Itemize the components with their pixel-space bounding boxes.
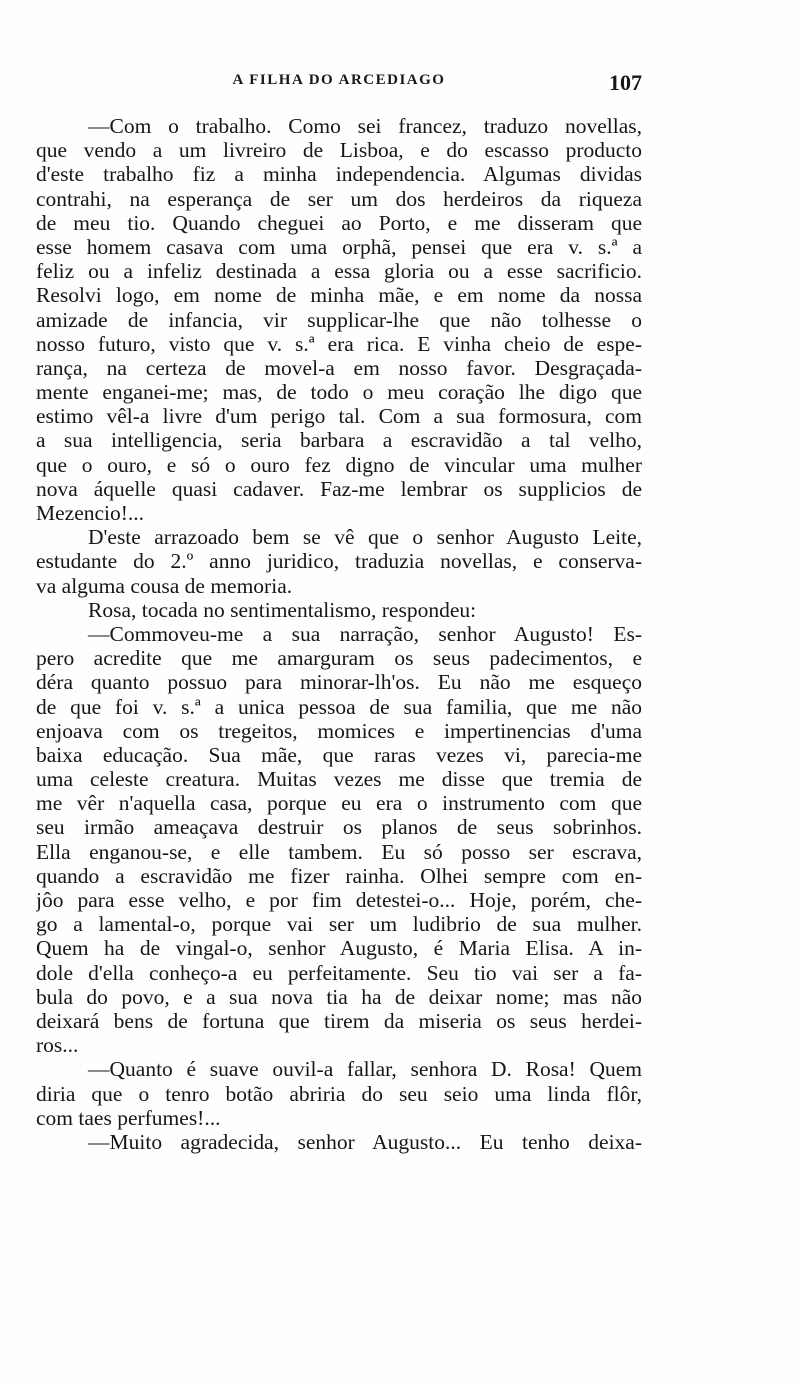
text-line: que o ouro, e só o ouro fez digno de vincular uma mulher xyxy=(36,452,642,477)
text-line: a sua intelligencia, seria barbara a escravidão a tal velho, xyxy=(36,428,642,453)
text-line: feliz ou a infeliz destinada a essa gloria ou a esse sacrificio. xyxy=(36,259,642,284)
text-line: baixa educação. Sua mãe, que raras vezes vi, parecia-me xyxy=(36,742,642,767)
page-number: 107 xyxy=(609,70,642,95)
text-line: Resolvi logo, em nome de minha mãe, e em nome da nossa xyxy=(36,283,642,308)
text-line: —Com o trabalho. Como sei francez, traduzo novellas, xyxy=(88,114,642,138)
text-line: estimo vêl-a livre d'um perigo tal. Com a sua formosura, com xyxy=(36,404,642,429)
text-line: Ella enganou-se, e elle tambem. Eu só posso ser escrava, xyxy=(36,839,642,864)
text-line: amizade de infancia, vir supplicar-lhe que não tolhesse o xyxy=(36,307,642,332)
text-line: deixará bens de fortuna que tirem da miseria os seus herdei- xyxy=(36,1008,642,1033)
text-line: seu irmão ameaçava destruir os planos de seus sobrinhos. xyxy=(36,815,642,840)
running-header xyxy=(36,70,642,96)
text-line: enjoava com os tregeitos, momices e impertinencias d'uma xyxy=(36,718,642,743)
text-line: D'este arrazoado bem se vê que o senhor Augusto Leite, xyxy=(88,525,642,550)
text-line: diria que o tenro botão abriria do seu seio uma linda flôr, xyxy=(36,1081,642,1106)
text-line: mente enganei-me; mas, de todo o meu coração lhe digo que xyxy=(36,380,642,405)
running-title: A FILHA DO ARCEDIAGO xyxy=(232,72,446,88)
body-text xyxy=(36,114,642,1154)
text-line: esse homem casava com uma orphã, pensei que era v. s.ª a xyxy=(36,234,642,259)
text-line: ros... xyxy=(36,1033,79,1058)
text-line: dole d'ella conheço-a eu perfeitamente. Seu tio vai ser a fa- xyxy=(36,960,642,985)
text-line: —Quanto é suave ouvil-a fallar, senhora D. Rosa! Quem xyxy=(88,1057,642,1082)
text-line: contrahi, na esperança de ser um dos herdeiros da riqueza xyxy=(36,186,642,211)
text-line: uma celeste creatura. Muitas vezes me disse que tremia de xyxy=(36,767,642,792)
text-line: que vendo a um livreiro de Lisboa, e do escasso producto xyxy=(36,138,642,163)
text-line: nova áquelle quasi cadaver. Faz-me lembrar os supplicios de xyxy=(36,476,642,501)
text-line: estudante do 2.º anno juridico, traduzia novellas, e conserva- xyxy=(36,549,642,574)
text-line: quando a escravidão me fizer rainha. Olhei sempre com en- xyxy=(36,863,642,888)
text-line: déra quanto possuo para minorar-lh'os. Eu não me esqueço xyxy=(36,670,642,695)
text-line: —Commoveu-me a sua narração, senhor Augusto! Es- xyxy=(88,621,642,646)
text-line: rança, na certeza de movel-a em nosso favor. Desgraçada- xyxy=(36,355,642,380)
text-line: nosso futuro, visto que v. s.ª era rica. E vinha cheio de espe- xyxy=(36,331,642,356)
text-line: Rosa, tocada no sentimentalismo, respondeu: xyxy=(88,597,477,622)
text-line: pero acredite que me amarguram os seus padecimentos, e xyxy=(36,646,642,671)
text-line: va alguma cousa de memoria. xyxy=(36,573,293,598)
text-line: go a lamental-o, porque vai ser um ludibrio de sua mulher. xyxy=(36,912,642,937)
text-line: de que foi v. s.ª a unica pessoa de sua familia, que me não xyxy=(36,694,642,719)
text-line: jôo para esse velho, e por fim detestei-o... Hoje, porém, che- xyxy=(36,888,642,912)
text-line: d'este trabalho fiz a minha independencia. Algumas dividas xyxy=(36,162,642,187)
text-line: Mezencio!... xyxy=(36,501,145,525)
text-line: bula do povo, e a sua nova tia ha de deixar nome; mas não xyxy=(36,984,642,1009)
text-line: —Muito agradecida, senhor Augusto... Eu tenho deixa- xyxy=(88,1129,642,1154)
text-line: de meu tio. Quando cheguei ao Porto, e me disseram que xyxy=(36,210,642,235)
text-line: Quem ha de vingal-o, senhor Augusto, é Maria Elisa. A in- xyxy=(36,936,642,961)
text-line: com taes perfumes!... xyxy=(36,1105,221,1130)
text-line: me vêr n'aquella casa, porque eu era o instrumento com que xyxy=(36,791,642,816)
